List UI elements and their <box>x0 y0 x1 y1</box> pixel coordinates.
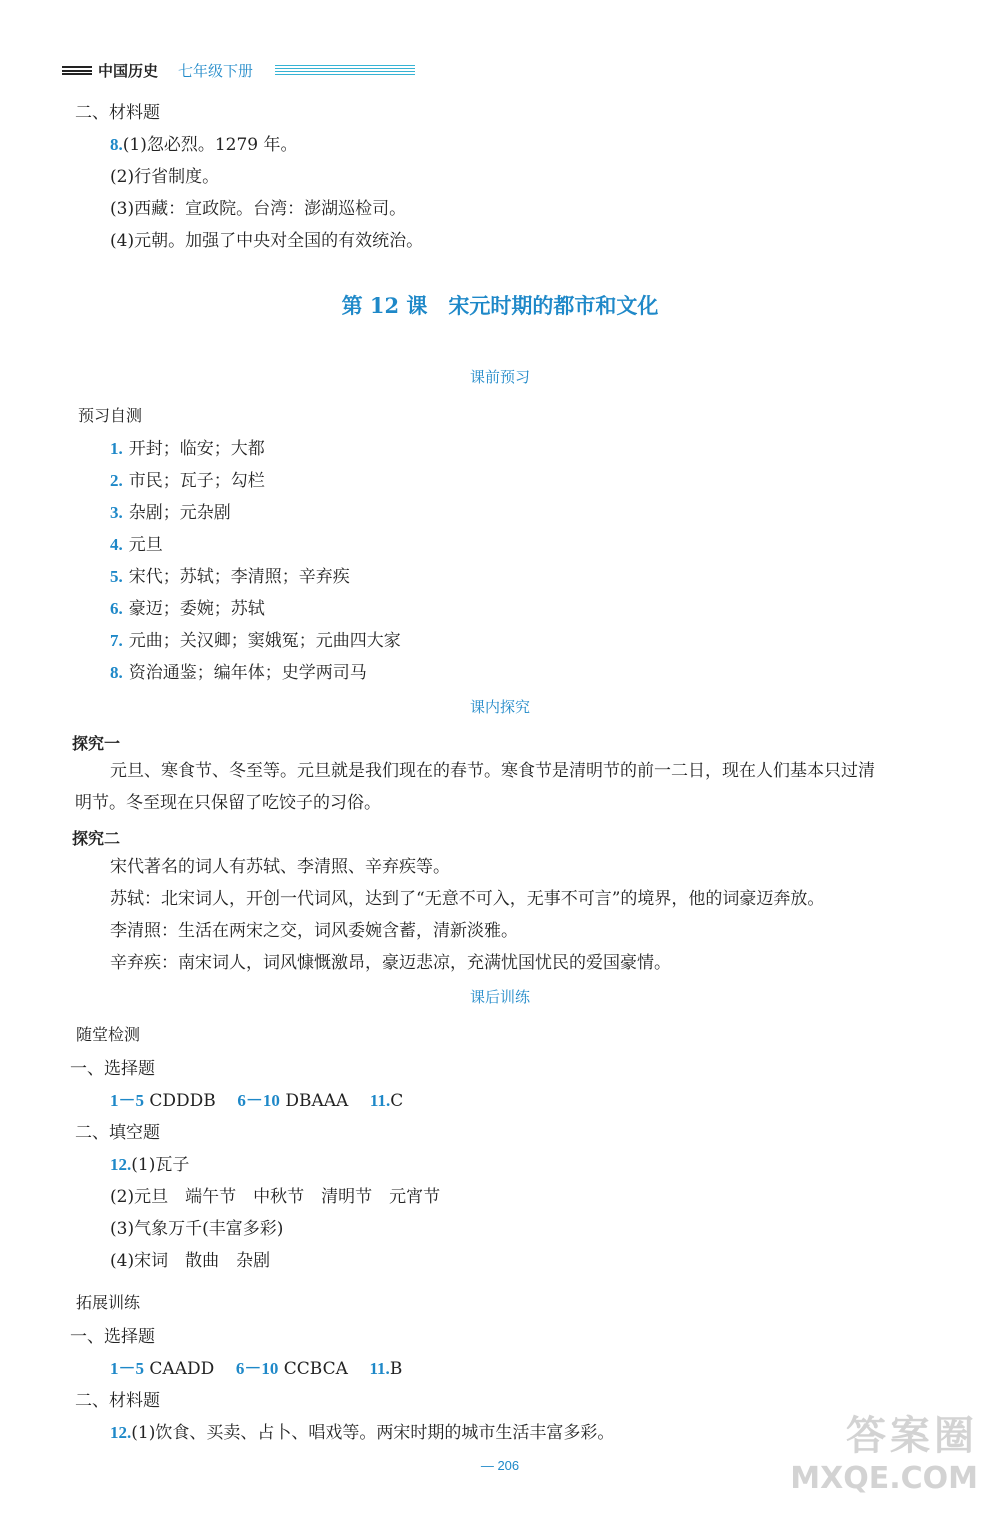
preview-item-number: 2. <box>110 471 123 490</box>
preview-item-number: 6. <box>110 599 123 618</box>
preview-item-number: 5. <box>110 567 123 586</box>
preview-item-text: 元旦 <box>128 535 163 555</box>
after-s2-choice: 一、选择题 <box>70 1327 155 1347</box>
after-q12-line3: (3)气象万千(丰富多彩) <box>110 1219 284 1239</box>
explore-one-line1: 元旦、寒食节、冬至等。元旦就是我们现在的春节。寒食节是清明节的前一二日，现在人们基本只过清 <box>110 761 875 781</box>
preview-item <box>110 598 265 620</box>
preview-item <box>110 470 265 492</box>
after-m12-line1: 12.(1)饮食、买卖、占卜、唱戏等。两宋时期的城市生活丰富多彩。 <box>110 1423 615 1443</box>
site-watermark <box>790 1404 978 1496</box>
preview-item <box>110 662 367 684</box>
preview-item-number: 1. <box>110 439 123 458</box>
preview-item <box>110 630 401 652</box>
after-s2-answers: 1－5 CAADD 6－10 CCBCA 11.B <box>110 1359 403 1379</box>
preview-subheading: 预习自测 <box>78 406 143 425</box>
explore-two-line: 辛弃疾：南宋词人，词风慷慨激昂，豪迈悲凉，充满忧国忧民的爱国豪情。 <box>110 953 671 973</box>
prev-q8-line1: 8.(1)忽必烈。1279 年。 <box>110 135 298 155</box>
after-s2-material: 二、材料题 <box>75 1391 160 1411</box>
prev-q8-line4: (4)元朝。加强了中央对全国的有效统治。 <box>110 231 424 251</box>
section-explore: 课内探究 <box>469 698 530 716</box>
page-number-value: 206 <box>497 1458 520 1473</box>
prev-q8-line2: (2)行省制度。 <box>110 167 220 187</box>
header-grade: 七年级下册 <box>178 62 254 80</box>
prev-q8-line3: (3)西藏：宣政院。台湾：澎湖巡检司。 <box>110 199 407 219</box>
after-s1-answers: 1－5 CDDDB 6－10 DBAAA 11.C <box>110 1091 404 1111</box>
preview-item-text: 豪迈；委婉；苏轼 <box>128 599 265 619</box>
preview-item-number: 8. <box>110 663 123 682</box>
after-q12-line4: (4)宋词 散曲 杂剧 <box>110 1251 271 1271</box>
preview-item <box>110 502 231 524</box>
preview-item-number: 4. <box>110 535 123 554</box>
prev-section-title: 二、材料题 <box>75 103 160 123</box>
header-subject: 中国历史 <box>98 62 159 80</box>
explore-two-title: 探究二 <box>72 829 121 848</box>
preview-item-text: 宋代；苏轼；李清照；辛弃疾 <box>128 567 350 587</box>
preview-item <box>110 534 163 556</box>
header-decor-bars <box>62 66 92 75</box>
section-preview: 课前预习 <box>469 368 530 386</box>
explore-two-line: 李清照：生活在两宋之交，词风委婉含蓄，清新淡雅。 <box>110 921 518 941</box>
page-number: — 206 <box>480 1458 520 1473</box>
after-q12-line1: 12.(1)瓦子 <box>110 1155 190 1175</box>
preview-item <box>110 438 265 460</box>
preview-item-text: 元曲；关汉卿；窦娥冤；元曲四大家 <box>128 631 401 651</box>
explore-one-title: 探究一 <box>72 734 121 753</box>
lesson-title: 第 12 课 宋元时期的都市和文化 <box>341 293 659 318</box>
preview-item-text: 市民；瓦子；勾栏 <box>128 471 265 491</box>
section-after-class: 课后训练 <box>469 988 530 1006</box>
explore-two-line: 宋代著名的词人有苏轼、李清照、辛弃疾等。 <box>110 857 450 877</box>
header-rule <box>275 65 415 77</box>
preview-item-text: 开封；临安；大都 <box>128 439 265 459</box>
after-s1-choice: 一、选择题 <box>70 1059 155 1079</box>
explore-two-line: 苏轼：北宋词人，开创一代词风，达到了“无意不可入，无事不可言”的境界，他的词豪迈奔放。 <box>110 889 825 909</box>
preview-item-text: 资治通鉴；编年体；史学两司马 <box>128 663 367 683</box>
after-sub1: 随堂检测 <box>76 1025 141 1044</box>
preview-item-number: 3. <box>110 503 123 522</box>
preview-item <box>110 566 350 588</box>
explore-one-line2: 明节。冬至现在只保留了吃饺子的习俗。 <box>75 793 381 813</box>
preview-item-text: 杂剧；元杂剧 <box>128 503 231 523</box>
after-s1-fill: 二、填空题 <box>75 1123 160 1143</box>
after-q12-line2: (2)元旦 端午节 中秋节 清明节 元宵节 <box>110 1187 441 1207</box>
preview-item-number: 7. <box>110 631 123 650</box>
watermark-logo: 答案圈 <box>846 1413 978 1459</box>
after-sub2: 拓展训练 <box>76 1293 141 1312</box>
watermark-domain: MXQE.COM <box>790 1461 978 1496</box>
